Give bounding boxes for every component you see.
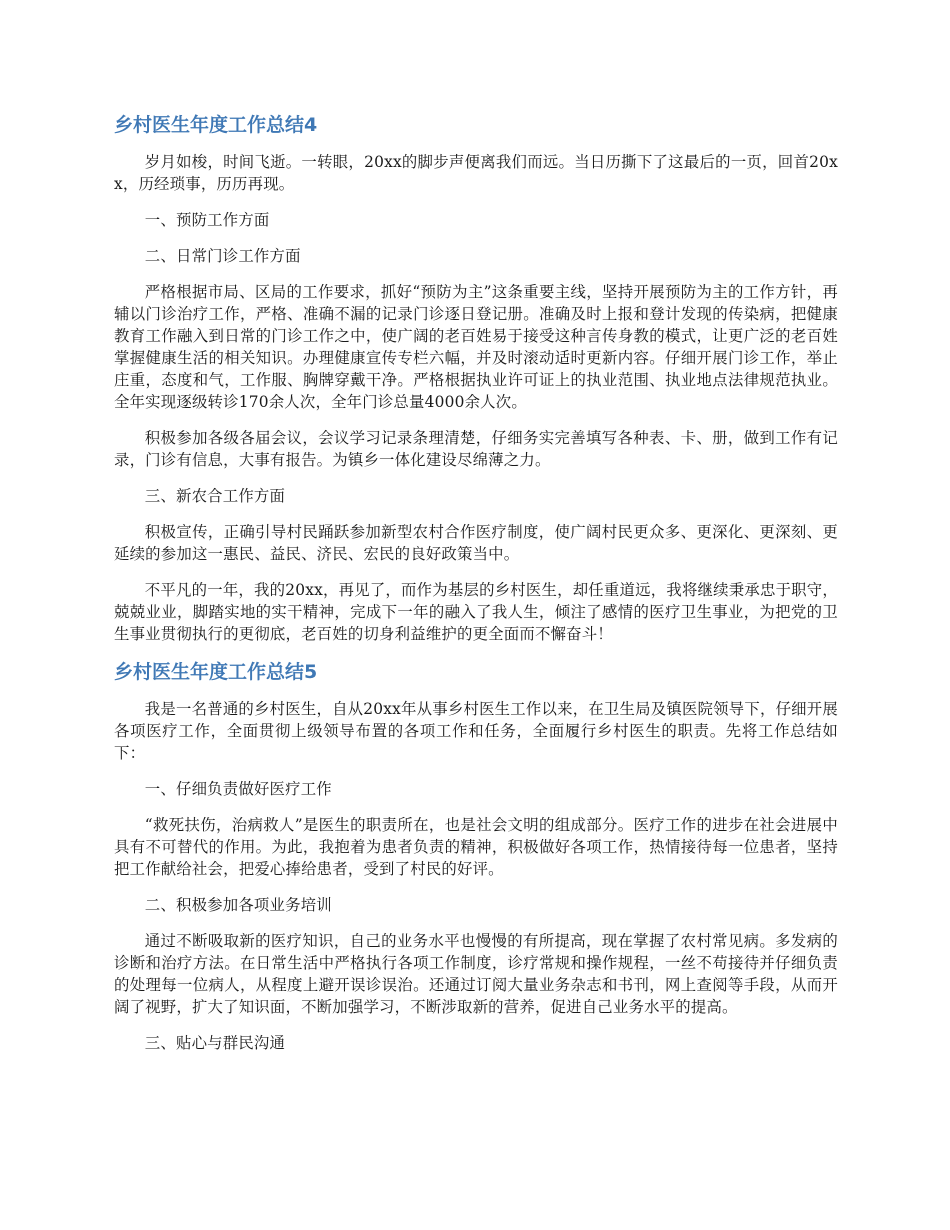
section-title-4: 乡村医生年度工作总结4: [114, 114, 318, 136]
paragraph: 岁月如梭，时间飞逝。一转眼，20xx的脚步声便离我们而远。当日历撕下了这最后的一页，回首20xx，历经琐事，历历再现。: [114, 153, 838, 193]
subheading: 二、日常门诊工作方面: [144, 247, 301, 265]
paragraph: 积极宣传，正确引导村民踊跃参加新型农村合作医疗制度，使广阔村民更众多、更深化、更深刻、更延续的参加这一惠民、益民、济民、宏民的良好政策当中。: [114, 523, 838, 563]
section-title-5: 乡村医生年度工作总结5: [114, 661, 318, 683]
paragraph: 严格根据市局、区局的工作要求，抓好“预防为主”这条重要主线，坚持开展预防为主的工作方针，再辅以门诊治疗工作，严格、准确不漏的记录门诊逐日登记册。准确及时上报和登计发现的传染病，把健康教育工作融入到日常的门诊工作之中，使广阔的老百姓易于接受这种言传身教的模式，让更广泛的老百姓掌握健康生活的相关知识。办理健康宣传专栏六幅，并及时滚动适时更新内容。仔细开展门诊工作，举止庄重，态度和气，工作服、胸牌穿戴干净。严格根据执业许可证上的执业范围、执业地点法律规范执业。全年实现逐级转诊170余人次，全年门诊总量4000余人次。: [114, 283, 838, 411]
document-content: [114, 112, 838, 1054]
subheading: 一、预防工作方面: [144, 211, 270, 229]
paragraph: 不平凡的一年，我的20xx，再见了，而作为基层的乡村医生，却任重道远，我将继续秉承忠于职守，兢兢业业，脚踏实地的实干精神，完成下一年的融入了我人生，倾注了感情的医疗卫生事业，为把党的卫生事业贯彻执行的更彻底，老百姓的切身利益维护的更全面而不懈奋斗！: [114, 581, 838, 643]
subheading: 二、积极参加各项业务培训: [144, 896, 332, 914]
paragraph: 通过不断吸取新的医疗知识，自己的业务水平也慢慢的有所提高，现在掌握了农村常见病。多发病的诊断和治疗方法。在日常生活中严格执行各项工作制度，诊疗常规和操作规程，一丝不苟接待并仔细负责的处理每一位病人，从程度上避开误诊误治。还通过订阅大量业务杂志和书刊，网上查阅等手段，从而开阔了视野，扩大了知识面，不断加强学习，不断涉取新的营养，促进自己业务水平的提高。: [114, 932, 838, 1016]
subheading: 一、仔细负责做好医疗工作: [144, 780, 332, 798]
subheading: 三、新农合工作方面: [144, 487, 286, 505]
paragraph: “救死扶伤，治病救人”是医生的职责所在，也是社会文明的组成部分。医疗工作的进步在社会进展中具有不可替代的作用。为此，我抱着为患者负责的精神，积极做好各项工作，热情接待每一位患者，坚持把工作献给社会，把爱心捧给患者，受到了村民的好评。: [114, 816, 838, 878]
paragraph: 我是一名普通的乡村医生，自从20xx年从事乡村医生工作以来，在卫生局及镇医院领导下，仔细开展各项医疗工作，全面贯彻上级领导布置的各项工作和任务，全面履行乡村医生的职责。先将工作总结如下：: [114, 700, 838, 762]
paragraph: 积极参加各级各届会议，会议学习记录条理清楚，仔细务实完善填写各种表、卡、册，做到工作有记录，门诊有信息，大事有报告。为镇乡一体化建设尽绵薄之力。: [114, 429, 838, 469]
subheading: 三、贴心与群民沟通: [144, 1034, 286, 1052]
